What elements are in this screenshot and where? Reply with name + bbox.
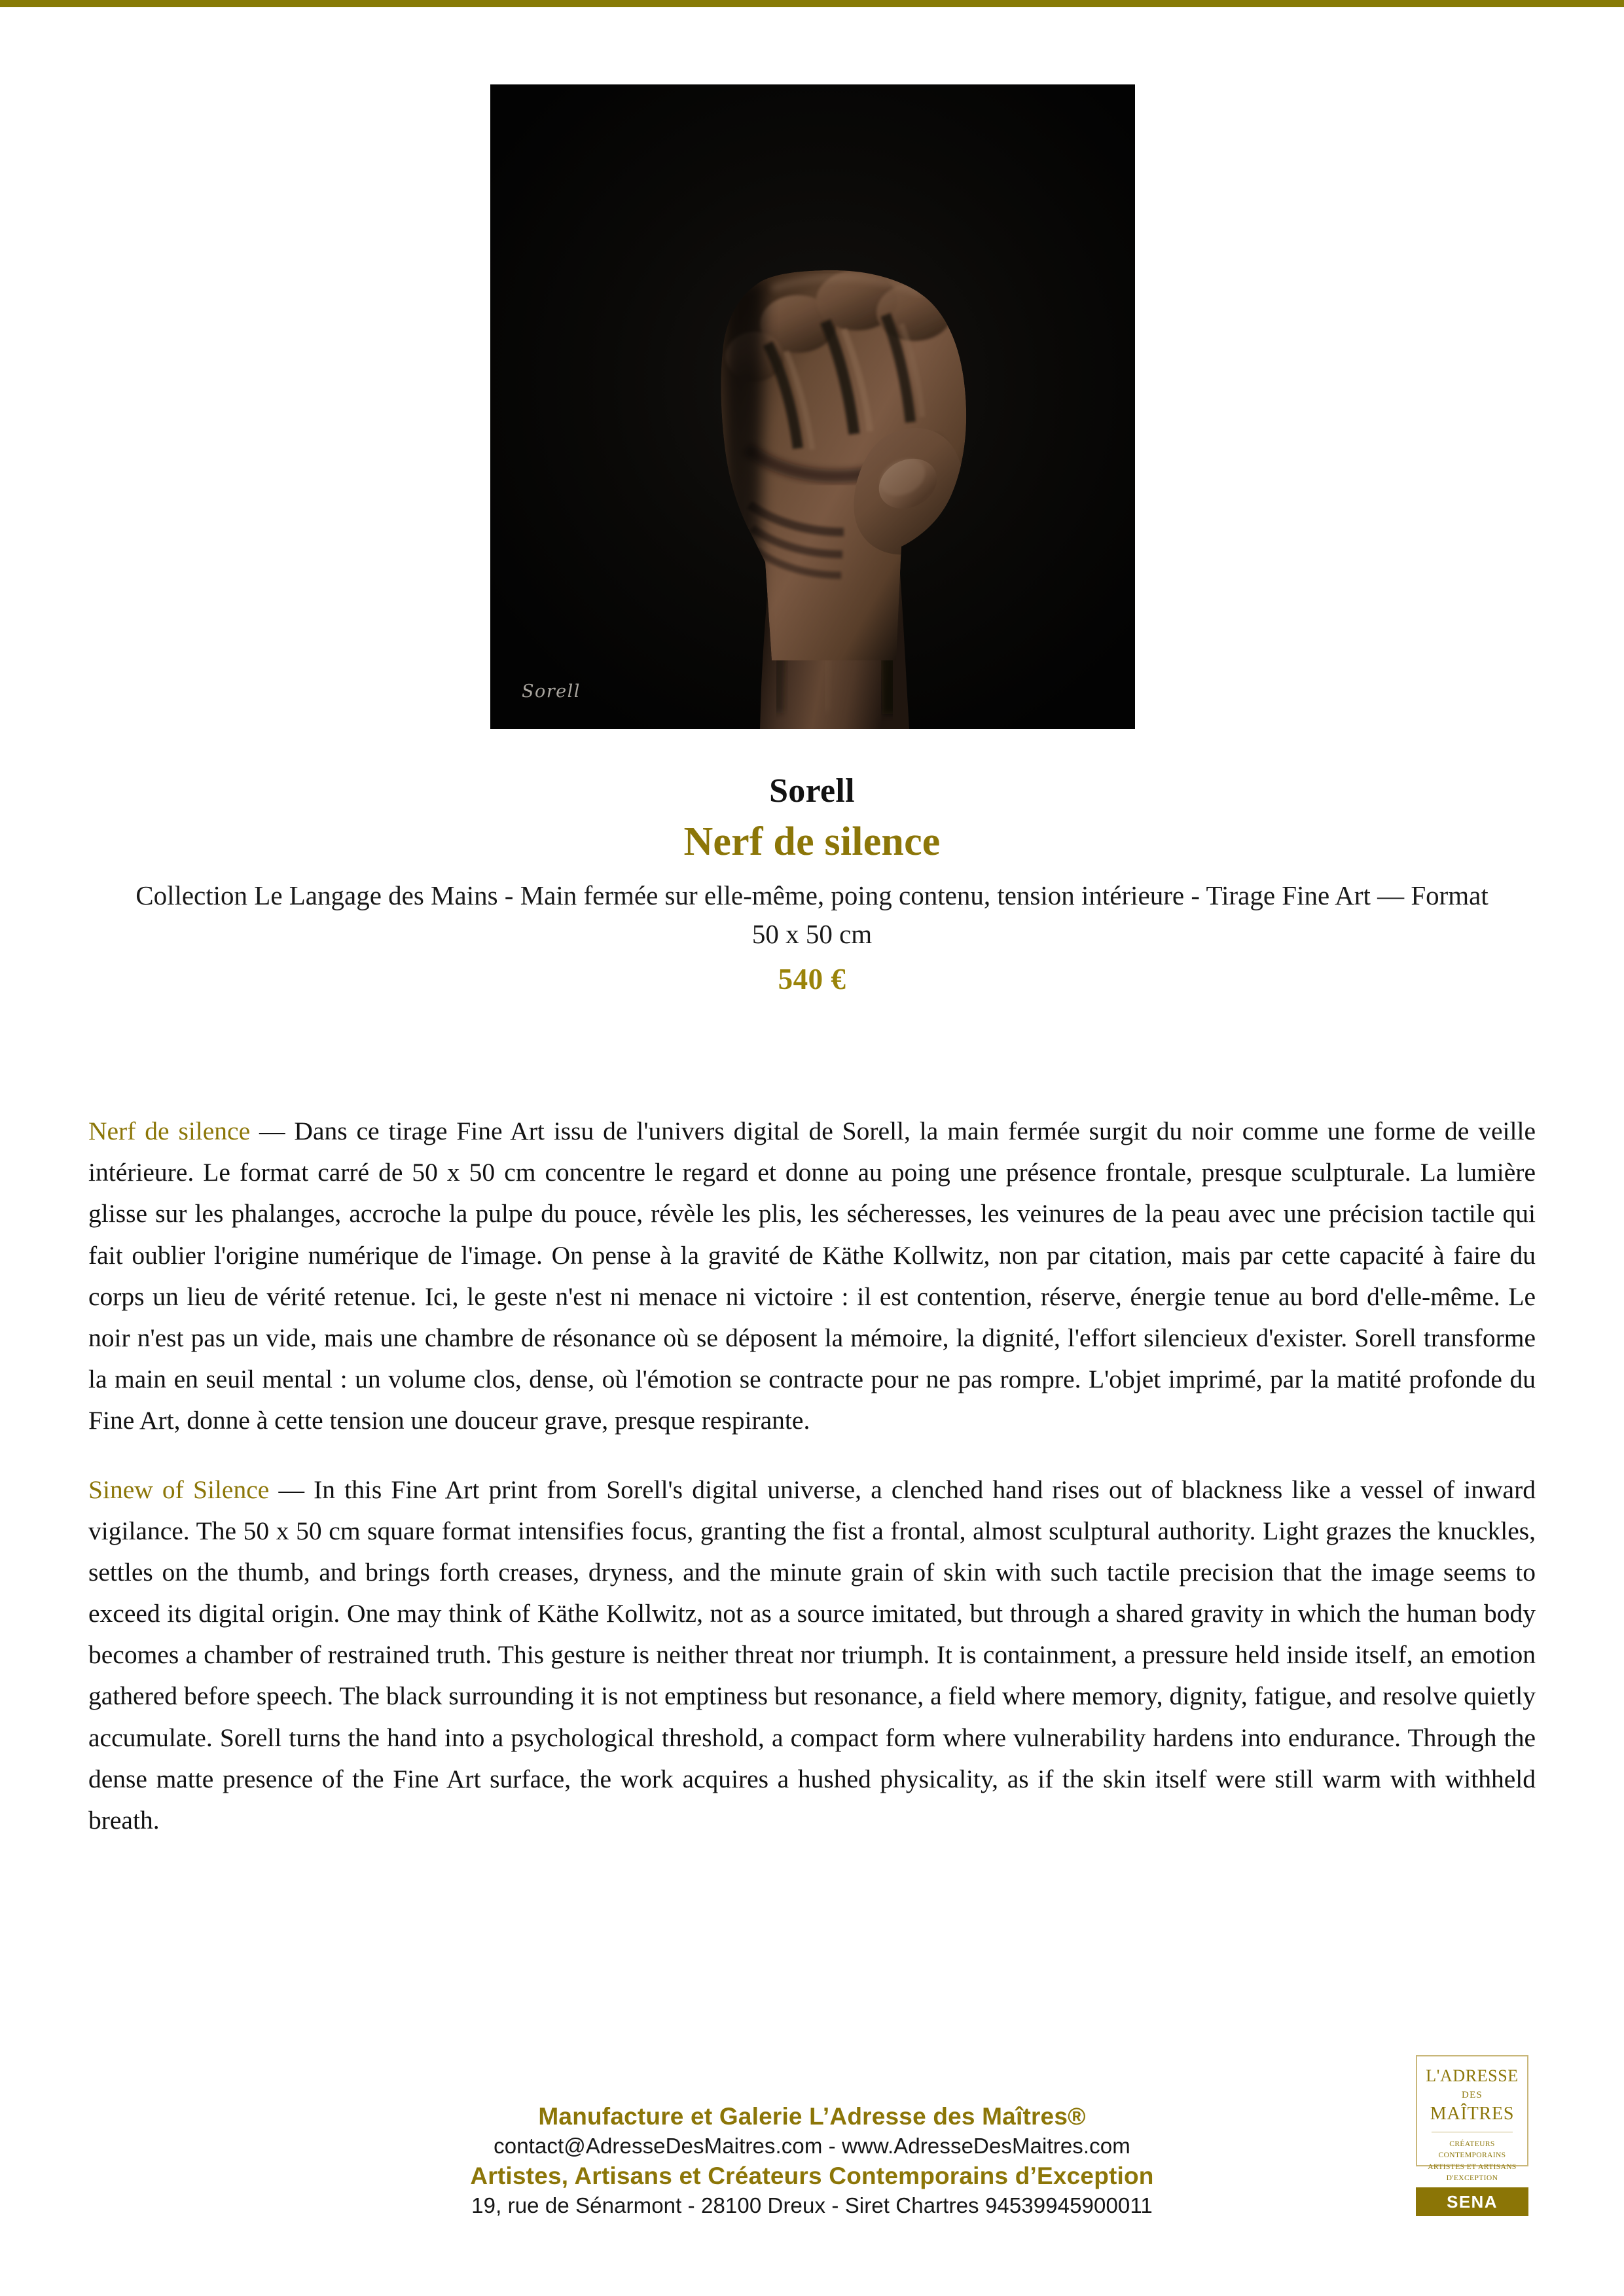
logo-line-des: DES (1462, 2090, 1483, 2100)
page-footer (0, 2101, 1624, 2220)
description-body (88, 1111, 1536, 1841)
paragraph-french-lead-in: Nerf de silence (88, 1117, 251, 1145)
logo-subtitle-line-3: D'EXCEPTION (1446, 2174, 1498, 2183)
artwork-figure (490, 84, 1135, 729)
footer-address: 19, rue de Sénarmont - 28100 Dreux - Siret Chartres 94539945900011 (471, 2193, 1153, 2218)
paragraph-english (88, 1469, 1536, 1842)
paragraph-french (88, 1111, 1536, 1442)
title-block (88, 772, 1536, 996)
footer-company-name: Manufacture et Galerie L’Adresse des Maîtres® (538, 2103, 1086, 2130)
logo-line-adresse: L'ADRESSE (1426, 2066, 1519, 2085)
footer-contact[interactable]: contact@AdresseDesMaitres.com - www.AdresseDesMaitres.com (494, 2134, 1130, 2159)
logo-subtitle-line-1: CRÉATEURS CONTEMPORAINS (1438, 2140, 1506, 2160)
paragraph-english-text: — In this Fine Art print from Sorell's digital universe, a clenched hand rises out of blackness like a vessel of inward vigilance. The 50 x 50 cm square format intensifies focus, granting the fist a frontal, almost sculptural authority. Light grazes the knuckles, settles on the thumb, and brings forth creases, dryness, and the minute grain of skin with such tactile precision that the image seems to exceed its digital origin. One may think of Käthe Kollwitz, not as a source imitated, but through a shared gravity in which the human body becomes a chamber of restrained truth. This gesture is neither threat nor triumph. It is containment, a pressure held inside itself, an emotion gathered before speech. The black surrounding it is not emptiness but resonance, a field where memory, dignity, fatigue, and resolve quietly accumulate. Sorell turns the hand into a psychological threshold, a compact form where vulnerability hardens into endurance. Through the dense matte presence of the Fine Art surface, the work acquires a hushed physicality, as if the skin itself were still warm with withheld breath. (88, 1475, 1536, 1835)
top-gold-rule (0, 0, 1624, 7)
work-subtitle: Collection Le Langage des Mains - Main fermée sur elle-même, poing contenu, tension intérieure - Tirage Fine Art — Format 50 x 50 cm (135, 880, 1489, 949)
logo-line-maitres: MAÎTRES (1430, 2104, 1515, 2124)
logo-subtitle (1417, 2139, 1527, 2185)
clenched-fist-illustration (490, 84, 1135, 729)
logo-subtitle-line-2: ARTISTES ET ARTISANS (1428, 2162, 1517, 2171)
brand-logo (1416, 2055, 1528, 2183)
artwork-image (490, 84, 1135, 729)
paragraph-french-text: — Dans ce tirage Fine Art issu de l'univers digital de Sorell, la main fermée surgit du noir comme une forme de veille intérieure. Le format carré de 50 x 50 cm concentre le regard et donne au poing une présence frontale, presque sculpturale. La lumière glisse sur les phalanges, accroche la pulpe du pouce, révèle les plis, les sécheresses, les veinures de la peau avec une précision tactile qui fait oublier l'origine numérique de l'image. On pense à la gravité de Käthe Kollwitz, non par citation, mais par cette capacité à faire du corps un lieu de vérité retenue. Ici, le geste n'est ni menace ni victoire : il est contention, réserve, énergie tenue au bord d'elle-même. Le noir n'est pas un vide, mais une chambre de résonance où se déposent la mémoire, la dignité, l'effort silencieux d'exister. Sorell transforme la main en seuil mental : un volume clos, dense, où l'émotion se contracte pour ne pas rompre. L'objet imprimé, par la matité profonde du Fine Art, donne à cette tension une douceur grave, presque respirante. (88, 1117, 1536, 1435)
artist-signature: Sorell (522, 681, 581, 702)
sena-badge: SENA (1416, 2187, 1528, 2216)
artist-name: Sorell (769, 772, 855, 810)
paragraph-english-lead-in: Sinew of Silence (88, 1475, 270, 1504)
work-title: Nerf de silence (683, 819, 941, 865)
footer-tagline: Artistes, Artisans et Créateurs Contemporains d’Exception (470, 2162, 1154, 2189)
work-price: 540 € (778, 962, 846, 996)
